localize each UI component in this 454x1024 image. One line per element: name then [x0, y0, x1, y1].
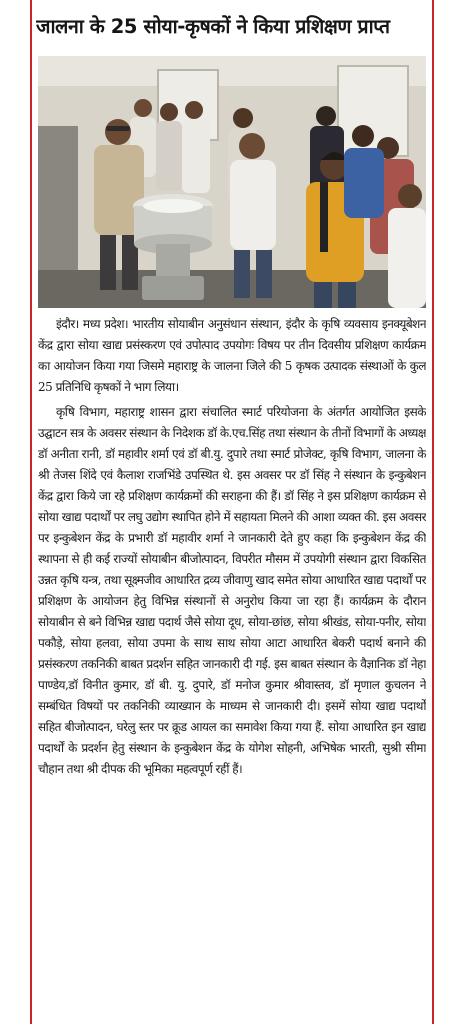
headline: जालना के 25 सोया-कृषकों ने किया प्रशिक्षण प्राप्त [36, 15, 390, 38]
article-paragraph-1: इंदौर। मध्य प्रदेश। भारतीय सोयाबीन अनुसंधान संस्थान, इंदौर के कृषि व्यवसाय इनक्यूबेशन केंद्र द्वारा सोया खाद्य प्रसंस्करण एवं उपोत्पाद उपयोगः विषय पर तीन दिवसीय प्रशिक्षण कार्यक्रम का आयोजन किया गया जिसमे महाराष्ट्र के जालना जिले की 5 कृषक उत्पादक संस्थाओं के कुल 25 प्रतिनिधि कृषकों ने भाग लिया। [38, 317, 426, 394]
photo-floor [38, 270, 426, 308]
photo-grinder-machine [133, 194, 213, 300]
right-border-rule [432, 0, 434, 1024]
newspaper-clipping [36, 0, 428, 1024]
article-paragraph-2: कृषि विभाग, महाराष्ट्र शासन द्वारा संचालित स्मार्ट परियोजना के अंतर्गत आयोजित इसके उद्घाटन सत्र के अवसर संस्थान के निदेशक डॉ के.एच.सिंह तथा संस्थान के तीनों विभागों के अध्यक्ष डॉ अनीता रानी, डॉ महावीर शर्मा एवं डॉ बी.यु. दुपारे तथा स्मार्ट प्रोजेक्ट, कृषि विभाग, जालना के श्री तेजस शिंदे एवं कैलाश राजभिंडे उपस्थित थे. इस अवसर पर डॉ सिंह ने संस्थान के इन्कुबेशन केंद्र द्वारा किये जा रहे प्रशिक्षण कार्यक्रमों की सराहना की हैं। डॉ सिंह ने इस प्रशिक्षण कार्यक्रम से सोया खाद्य पदार्थों पर लघु उद्योग स्थापित होने में सहायता मिलने की आशा व्यक्त की. इस अवसर पर इन्कुबेशन केंद्र के प्रभारी डॉ महावीर शर्मा ने जानकारी देते हुए कहा कि इन्कुबेशन केंद्र की स्थापना से ही कई राज्यों सोयाबीन बीजोत्पादन, विपरीत मौसम में उपयोगी संस्थान द्वारा विकसित उन्नत कृषि यन्त्र, तथा सूक्ष्मजीव आधारित द्रव्य जीवाणु खाद समेत सोया आधारित खाद्य पदार्थों पर प्रशिक्षण के आयोजन हेतु विभिन्न संस्थानों से अनुरोध किया जा रहा हैं। कार्यक्रम के दौरान सोयाबीन से बने विभिन्न खाद्य पदार्थ जैसे सोया दूध, सोया-छांछ, सोया श्रीखंड, सोया-पनीर, सोया पकौड़े, सोया हलवा, सोया उपमा के साथ साथ सोया आटा आधारित बेकरी पदार्थ बनाने की प्रसंस्करण तकनिकी बाबत प्रदर्शन सहित जानकारी दी गई. इस बाबत संस्थान के वैज्ञानिक डॉ नेहा पाण्डेय,डॉ विनीत कुमार, डॉ बी. यु. दुपारे, डॉ मनोज कुमार श्रीवास्तव, डॉ मृणाल कुचलन ने सम्बंधित विषयों पर तकनिकी व्याख्यान के माध्यम से जानकारी दी। इसमें सोया खाद्य पदार्थों सहित बीजोत्पादन, घरेलु स्तर पर क्रूड आयल का समावेश किया गया हैं. सोया आधारित इन खाद्य पदार्थों के प्रदर्शन हेतु संस्थान के इन्कुबेशन केंद्र के योगेश सोहनी, अभिषेक भारती, सुश्री सीमा चौहान तथा श्री दीपक की भूमिका महत्वपूर्ण रहीं हैं। [38, 405, 426, 776]
news-photo [38, 56, 426, 308]
article-body [38, 314, 426, 1020]
photo-illustration [38, 56, 426, 308]
left-border-rule [30, 0, 32, 1024]
